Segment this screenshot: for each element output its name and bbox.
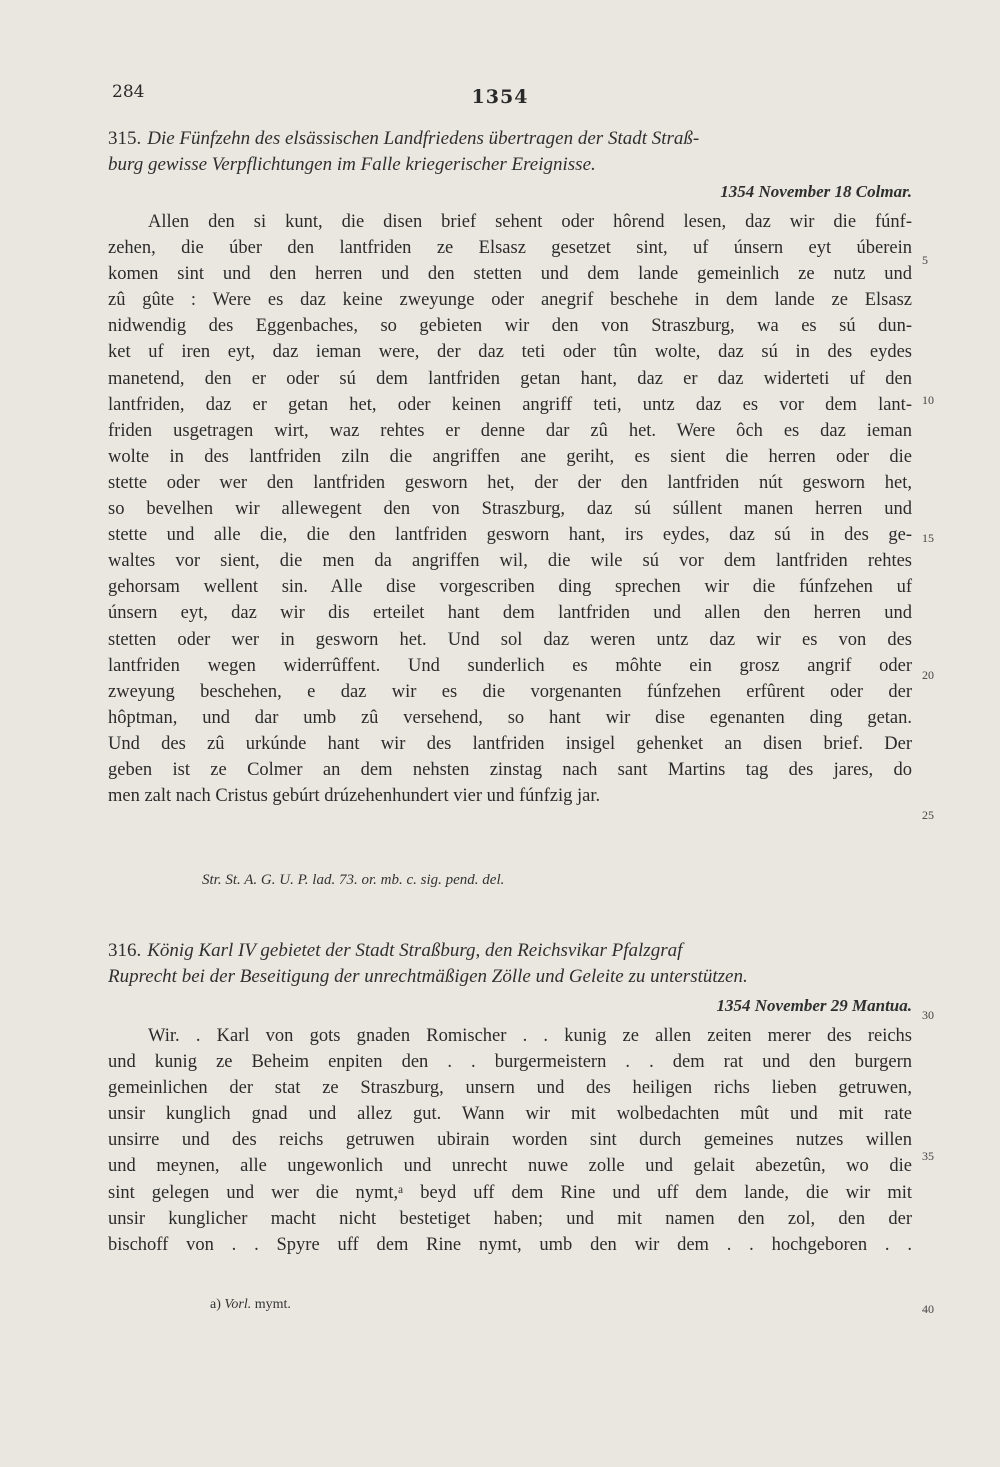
margin-line-number: 40: [922, 1302, 934, 1316]
entry-316-number: 316.: [108, 940, 142, 961]
footnote-abbrev: Vorl.: [224, 1297, 252, 1312]
text-line: geben ist ze Colmer an dem nehsten zinstag nach sant Martins tag des jares, do: [108, 759, 912, 780]
text-line: komen sint und den herren und den stetten und dem lande gemeinlich ze nutz und: [108, 264, 912, 285]
margin-line-number: 30: [922, 1008, 934, 1022]
text-line: stette und alle die, die den lantfriden gesworn hant, irs eydes, daz sú in des ge-: [108, 525, 912, 546]
text-line: so bevelhen wir allewegent den von Straszburg, daz sú súllent manen herren und: [108, 499, 912, 520]
text-line: Allen den si kunt, die disen brief sehent oder hôrend lesen, daz wir die fúnf-: [148, 212, 912, 232]
entry-315-title-line1: 315. Die Fünfzehn des elsässischen Landfriedens übertragen der Stadt Straß-: [108, 128, 700, 149]
text-line: friden usgetragen wirt, waz rehtes er denne dar zû het. Were ôch es daz ieman: [108, 420, 912, 441]
entry-315-title: [108, 126, 918, 178]
text-line: únsern eyt, daz wir dis erteilet hant dem lantfriden und allen den herren und: [108, 603, 912, 624]
text-line: lantfriden, daz er getan het, oder keinen angriff teti, untz daz es vor dem lant-: [108, 394, 912, 415]
text-line: zweyung beschehen, e daz wir es die vorgenanten fúnfzehen erfûrent oder der: [108, 681, 912, 702]
margin-line-number: 15: [922, 531, 934, 545]
margin-line-number: 10: [922, 393, 934, 407]
entry-315-date: 1354 November 18 Colmar.: [720, 182, 912, 201]
entry-316-title: [108, 938, 918, 990]
text-line: nidwendig des Eggenbaches, so gebieten wir den von Straszburg, wa es sú dun-: [108, 316, 912, 337]
text-line: lantfriden wegen widerrûffent. Und sunderlich es môhte ein grosz angrif oder: [108, 655, 912, 676]
entry-315-number: 315.: [108, 128, 142, 149]
text-line: stette oder wer den lantfriden gesworn het, der der den lantfriden nút gesworn het,: [108, 472, 912, 493]
entry-316-text: [108, 1023, 912, 1258]
margin-line-number: 35: [922, 1149, 934, 1163]
entry-315-source-note: Str. St. A. G. U. P. lad. 73. or. mb. c. sig. pend. del.: [202, 872, 505, 888]
text-line: gemeinlichen der stat ze Straszburg, unsern und des heiligen richs lieben getruwen,: [108, 1078, 912, 1099]
text-line: Wir. . Karl von gots gnaden Romischer . . kunig ze allen zeiten merer des reichs: [148, 1026, 912, 1046]
footnote-a: [210, 1297, 291, 1313]
footnote-text: mymt.: [254, 1297, 291, 1312]
text-line: gehorsam wellent sin. Alle dise vorgescriben ding sprechen wir die fúnfzehen uf: [108, 577, 912, 598]
page-number: 284: [112, 82, 145, 102]
text-line: zehen, die úber den lantfriden ze Elsasz gesetzet sint, uf únsern eyt úberein: [108, 238, 912, 259]
text-line: stetten oder wer in gesworn het. Und sol daz weren untz daz wir es von des: [108, 629, 912, 650]
margin-line-number: 20: [922, 668, 934, 682]
text-line: hôptman, und dar umb zû versehend, so hant wir dise egenanten ding getan.: [108, 707, 912, 728]
text-line: men zalt nach Cristus gebúrt drúzehenhundert vier und fúnfzig jar.: [108, 786, 601, 807]
entry-316-title-line1: 316. König Karl IV gebietet der Stadt Straßburg, den Reichsvikar Pfalzgraf: [108, 940, 683, 961]
footnote-marker: a): [210, 1297, 221, 1312]
text-line: unsir kunglich gnad und allez gut. Wann wir mit wolbedachten mût und mit rate: [108, 1104, 912, 1125]
text-line: sint gelegen und wer die nymt,ᵃ beyd uff dem Rine und uff dem lande, die wir mit: [108, 1182, 912, 1203]
text-line: waltes vor sient, die men da angriffen wil, die wile sú vor dem lantfriden rehtes: [108, 551, 912, 572]
text-line: und kunig ze Beheim enpiten den . . burgermeistern . . dem rat und den burgern: [108, 1052, 912, 1073]
entry-316-date: 1354 November 29 Mantua.: [716, 996, 912, 1015]
margin-line-number: 25: [922, 808, 934, 822]
text-line: manetend, den er oder sú dem lantfriden getan hant, daz er daz widerteti uf den: [108, 368, 912, 389]
entry-315-text: [108, 209, 912, 809]
margin-line-number: 5: [922, 253, 928, 267]
text-line: unsirre und des reichs getruwen ubirain worden sint durch gemeines nutzes willen: [108, 1130, 912, 1151]
text-line: bischoff von . . Spyre uff dem Rine nymt, umb den wir dem . . hochgeboren . .: [108, 1234, 912, 1255]
entry-316-title-line2: Ruprecht bei der Beseitigung der unrechtmäßigen Zölle und Geleite zu unterstützen.: [108, 966, 748, 987]
text-line: Und des zû urkúnde hant wir des lantfriden insigel gehenket an disen brief. Der: [108, 733, 912, 754]
running-head-year: 1354: [471, 86, 529, 108]
text-line: wolte in des lantfriden ziln die angriffen ane geriht, es sient die herren oder die: [108, 446, 912, 467]
text-line: unsir kunglicher macht nicht bestetiget haben; und mit namen den zol, den der: [108, 1208, 912, 1229]
text-line: ket uf iren eyt, daz ieman were, der daz teti oder tûn wolte, daz sú in des eydes: [108, 342, 912, 363]
text-line: zû gûte : Were es daz keine zweyunge oder anegrif beschehe in dem lande ze Elsasz: [108, 290, 912, 311]
text-line: und meynen, alle ungewonlich und unrecht nuwe zolle und gelait abezetûn, wo die: [108, 1156, 912, 1177]
entry-315-title-line2: burg gewisse Verpflichtungen im Falle kriegerischer Ereignisse.: [108, 154, 596, 175]
